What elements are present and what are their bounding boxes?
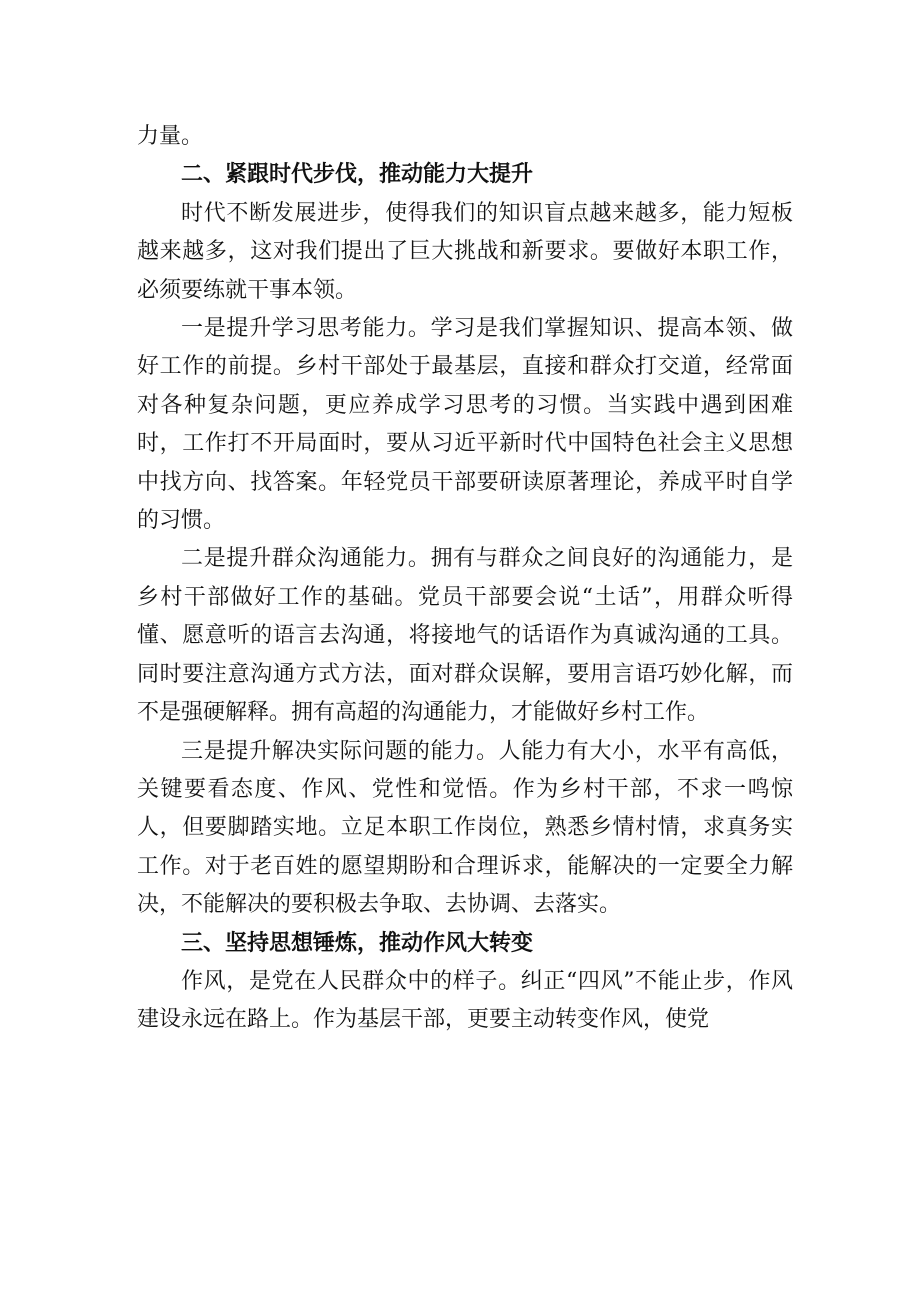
document-body [137,118,793,1040]
paragraph-communication-ability: 二是提升群众沟通能力。拥有与群众之间良好的沟通能力，是乡村干部做好工作的基础。党员干部要会说“土话”，用群众听得懂、愿意听的语言去沟通，将接地气的话语作为真诚沟通的工具。同时要注意沟通方式方法，面对群众误解，要用言语巧妙化解，而不是强硬解释。拥有高超的沟通能力，才能做好乡村工作。 [137,546,793,726]
paragraph-continuation: 力量。 [137,124,204,149]
paragraph-intro: 时代不断发展进步，使得我们的知识盲点越来越多，能力短板越来越多，这对我们提出了巨大挑战和新要求。要做好本职工作，必须要练就干事本领。 [137,200,793,303]
section-heading-2: 二、紧跟时代步伐，推动能力大提升 [181,162,534,188]
section-heading-3: 三、坚持思想锤炼，推动作风大转变 [181,930,534,956]
paragraph-work-style: 作风，是党在人民群众中的样子。纠正“四风”不能止步，作风建设永远在路上。作为基层干部，更要主动转变作风，使党 [137,968,793,1033]
paragraph-learning-ability: 一是提升学习思考能力。学习是我们掌握知识、提高本领、做好工作的前提。乡村干部处于最基层，直接和群众打交道，经常面对各种复杂问题，更应养成学习思考的习惯。当实践中遇到困难时，工作打不开局面时，要从习近平新时代中国特色社会主义思想中找方向、找答案。年轻党员干部要研读原著理论，养成平时自学的习惯。 [137,316,793,534]
paragraph-problem-solving-ability: 三是提升解决实际问题的能力。人能力有大小，水平有高低，关键要看态度、作风、党性和觉悟。作为乡村干部，不求一鸣惊人，但要脚踏实地。立足本职工作岗位，熟悉乡情村情，求真务实工作。对于老百姓的愿望期盼和合理诉求，能解决的一定要全力解决，不能解决的要积极去争取、去协调、去落实。 [137,738,793,918]
